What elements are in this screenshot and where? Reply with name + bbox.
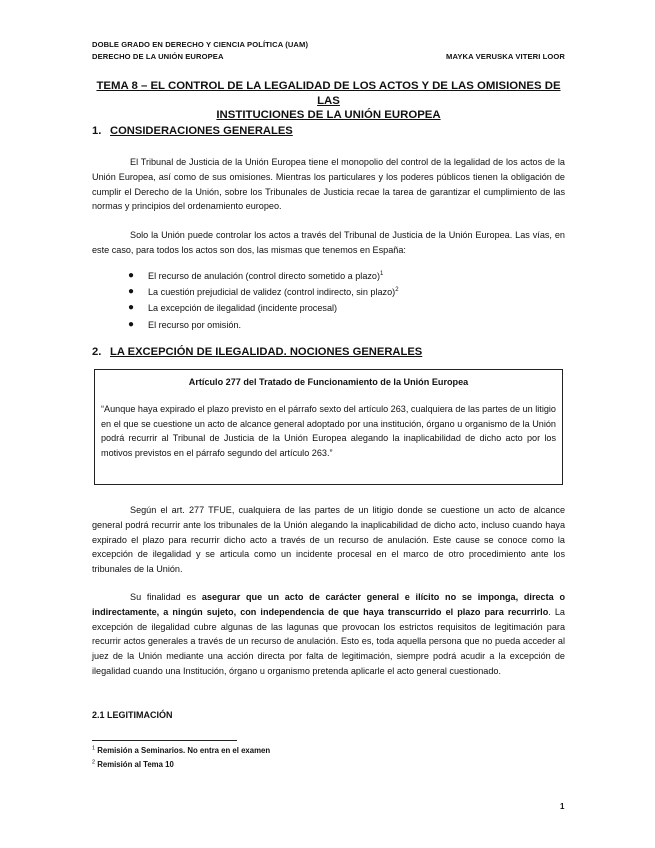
- page-title: [92, 79, 565, 123]
- bullet-icon: ●: [128, 318, 135, 330]
- list-item: ● El recurso de anulación (control directo sometido a plazo)$^1$: [92, 268, 565, 284]
- header-author: MAYKA VERUSKA VITERI LOOR: [446, 52, 565, 61]
- footnote-ref: 1: [380, 270, 384, 277]
- section-2-paragraph-2: Su finalidad es asegurar que un acto de carácter general e ilícito no se imponga, directa o indirectamente, a ningún sujeto, con independencia de que haya transcurrido el plazo para recurrirlo. La excepción de ilegalidad cubre algunas de las lagunas que provocan los estrictos requisitos de legitimación para recurrir actos generales a través de un recurso de anulación. Esto es, toda aquella persona que no pueda acceder al juez de la Unión mediante una acción directa por falta de legitimación, siempre podrá acudir a la excepción de ilegalidad cuando una Institución, órgano u organismo pretenda aplicarle el acto general cuestionado.: [92, 592, 565, 676]
- section-2-number: 2.: [92, 346, 102, 358]
- bullet-icon: ●: [128, 270, 135, 281]
- list-item: ● La excepción de ilegalidad (incidente procesal): [92, 300, 565, 316]
- list-item: ● La cuestión prejudicial de validez (control indirecto, sin plazo)$^2$: [92, 284, 565, 300]
- footnote-divider: [92, 740, 237, 741]
- subsection-heading: 2.1 LEGITIMACIÓN: [92, 710, 173, 720]
- footnote-2: $^2$ Remisión al Tema 10: [92, 759, 174, 769]
- remedies-list: [92, 268, 565, 333]
- section-2-heading: [92, 346, 422, 358]
- section-1-title: CONSIDERACIONES GENERALES: [110, 125, 293, 137]
- title-line-1: TEMA 8 – EL CONTROL DE LA LEGALIDAD DE LOS ACTOS Y DE LAS OMISIONES DE LAS: [96, 80, 561, 107]
- section-1-number: 1.: [92, 125, 102, 137]
- footnote-ref: 2: [395, 287, 399, 294]
- article-quote-box: [94, 369, 563, 485]
- header-degree: DOBLE GRADO EN DERECHO Y CIENCIA POLÍTICA (UAM): [92, 40, 309, 49]
- section-1-paragraph-1: El Tribunal de Justicia de la Unión Europea tiene el monopolio del control de la legalidad de los actos de la Unión Europea, así como de sus omisiones. Mientras los particulares y los poderes públicos tienen la obligación de cumplir el Derecho de la Unión, sobre los Tribunales de Justicia recae la tarea de garantizar el cumplimiento de las normas y principios del ordenamiento europeo.: [92, 157, 565, 212]
- article-quote-text: “Aunque haya expirado el plazo previsto en el párrafo sexto del artículo 263, cualquiera de las partes de un litigio en el que se cuestione un acto de alcance general adoptado por una institución, órgano u organismo de la Unión podrá recurrir al Tribunal de Justicia de la Unión Europea alegando la inaplicabilidad de dicho acto por los motivos previstos en el párrafo segundo del artículo 263.”: [101, 404, 556, 458]
- purpose-highlight: asegurar que un acto de carácter general e ilícito no se imponga, directa o indirectamente, a ningún sujeto, con independencia de que haya transcurrido el plazo para recurrirlo: [92, 592, 565, 617]
- section-2-paragraph-1: Según el art. 277 TFUE, cualquiera de las partes de un litigio donde se cuestione un acto de alcance general podrá recurrir ante los tribunales de la Unión alegando la inaplicabilidad de dicho acto, incluso cuando haya expirado el plazo para recurrir dicho acto a través de un recurso de anulación. Este cause se conoce como la excepción de ilegalidad y se articula como un incidente procesal en el marco de otro procedimiento ante los tribunales de la Unión.: [92, 505, 565, 575]
- title-line-2: INSTITUCIONES DE LA UNIÓN EUROPEA: [216, 109, 441, 121]
- footnote-1: $^1$ Remisión a Seminarios. No entra en el examen: [92, 745, 271, 755]
- bullet-icon: ●: [128, 286, 135, 298]
- section-2-title: LA EXCEPCIÓN DE ILEGALIDAD. NOCIONES GENERALES: [110, 346, 423, 358]
- section-1-paragraph-2: Solo la Unión puede controlar los actos a través del Tribunal de Justicia de la Unión Europea. Las vías, en este caso, para todos los actos son dos, las mismas que tenemos en España:: [92, 230, 565, 255]
- page-number: 1: [560, 802, 565, 811]
- list-item: ● El recurso por omisión.: [92, 317, 565, 333]
- section-1-heading: [92, 125, 293, 137]
- bullet-icon: ●: [128, 302, 135, 314]
- article-title: Artículo 277 del Tratado de Funcionamiento de la Unión Europea: [188, 377, 469, 387]
- header-course: DERECHO DE LA UNIÓN EUROPEA: [92, 52, 224, 61]
